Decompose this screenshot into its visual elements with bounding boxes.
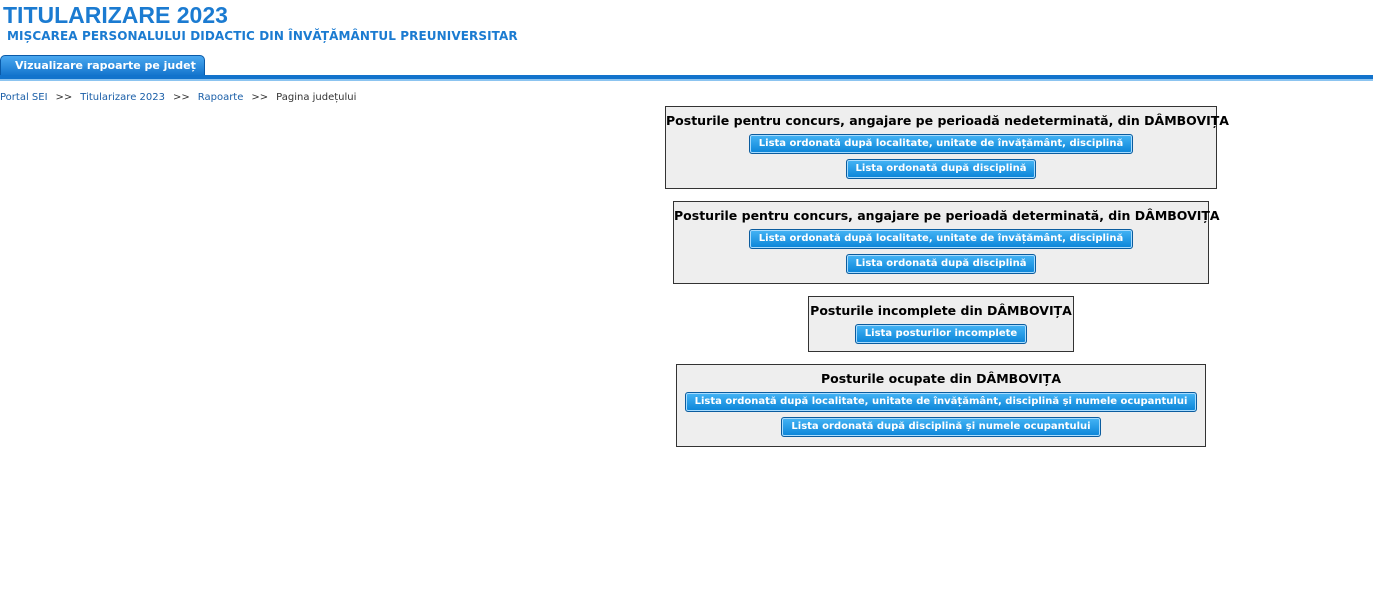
breadcrumb-titularizare[interactable]: Titularizare 2023 [80,92,165,103]
list-by-discipline-occupant-button[interactable]: Lista ordonată după disciplină și numele ocupantului [781,417,1100,437]
panel-title: Posturile incomplete din DÂMBOVIȚA [810,303,1072,318]
breadcrumb-separator: >> [251,92,269,103]
app-subtitle: MIȘCAREA PERSONALULUI DIDACTIC DIN ÎNVĂȚĂMÂNTUL PREUNIVERSITAR [7,29,518,43]
breadcrumb-portal-sei[interactable]: Portal SEI [0,92,48,103]
panel-indefinite-posts [665,106,1229,189]
app-title: TITULARIZARE 2023 [3,2,228,28]
breadcrumb-rapoarte[interactable]: Rapoarte [197,92,244,103]
breadcrumb-current-page: Pagina județului [276,92,357,103]
panel-occupied-posts [676,364,1206,447]
list-by-locality-button[interactable]: Lista ordonată după localitate, unitate de învățământ, disciplină [749,134,1133,154]
panel-determinate-posts [673,201,1220,284]
panel-title: Posturile pentru concurs, angajare pe perioadă nedeterminată, din DÂMBOVIȚA [666,113,1229,128]
tab-bar [0,75,1373,81]
panel-title: Posturile ocupate din DÂMBOVIȚA [820,371,1062,386]
list-by-discipline-button[interactable]: Lista ordonată după disciplină [846,254,1037,274]
list-by-locality-button[interactable]: Lista ordonată după localitate, unitate de învățământ, disciplină [749,229,1133,249]
breadcrumb [0,92,356,103]
breadcrumb-separator: >> [172,92,190,103]
tab-county-reports[interactable]: Vizualizare rapoarte pe județ [0,55,205,76]
breadcrumb-separator: >> [55,92,73,103]
list-by-locality-occupant-button[interactable]: Lista ordonată după localitate, unitate de învățământ, disciplină și numele ocupantului [685,392,1198,412]
list-by-discipline-button[interactable]: Lista ordonată după disciplină [846,159,1037,179]
incomplete-posts-list-button[interactable]: Lista posturilor incomplete [855,324,1027,344]
panel-incomplete-posts [808,296,1074,352]
panel-title: Posturile pentru concurs, angajare pe perioadă determinată, din DÂMBOVIȚA [674,208,1220,223]
